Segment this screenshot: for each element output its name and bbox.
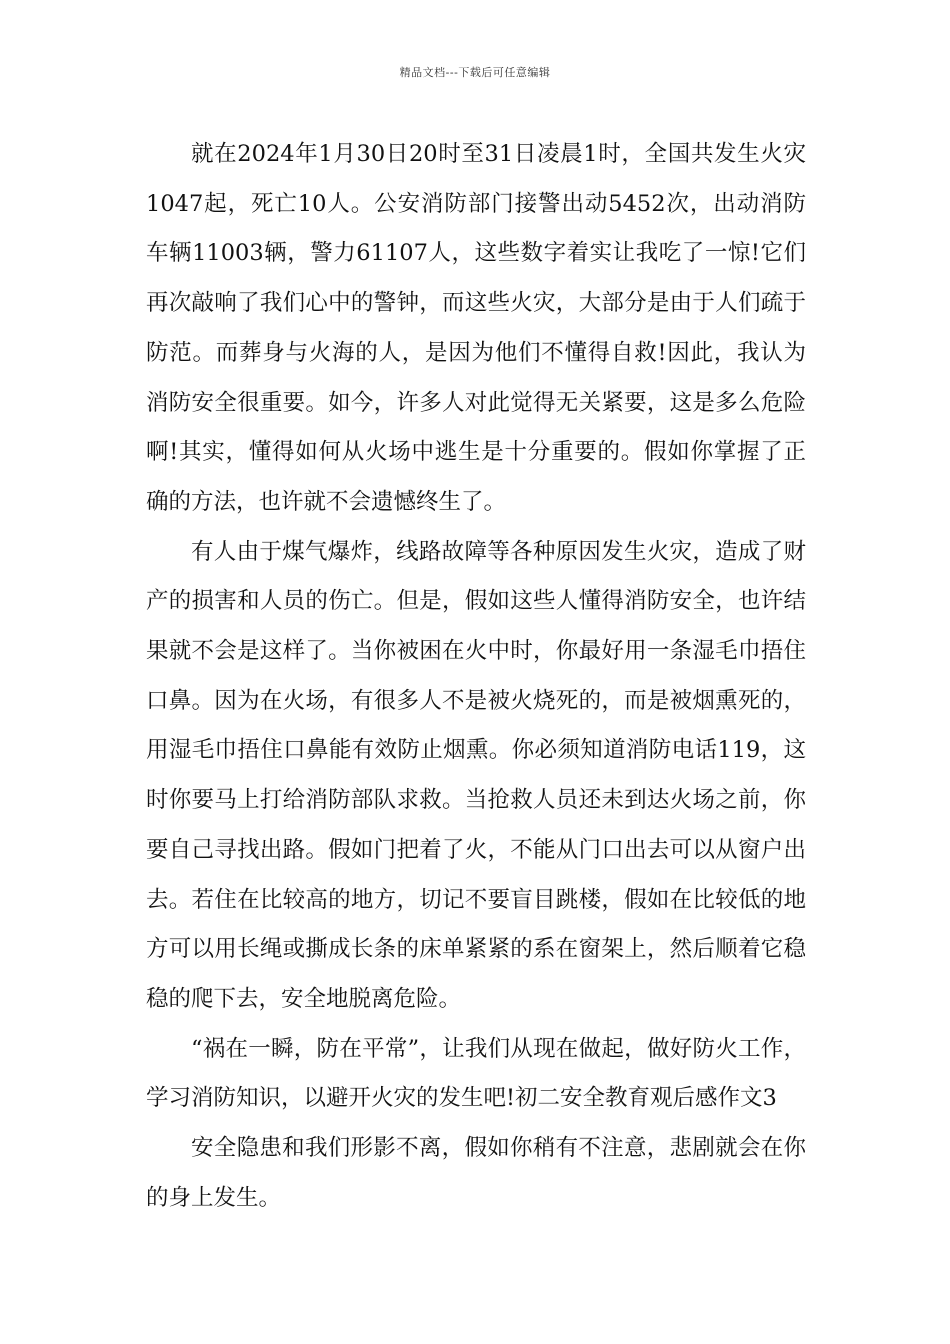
paragraph-escape-methods: 有人由于煤气爆炸，线路故障等各种原因发生火灾，造成了财产的损害和人员的伤亡。但是，假如这些人懂得消防安全，也许结果就不会是这样了。当你被困在火中时，你最好用一条湿毛巾捂住口鼻。因为在火场，有很多人不是被火烧死的，而是被烟熏死的，用湿毛巾捂住口鼻能有效防止烟熏。你必须知道消防电话119，这时你要马上打给消防部队求救。当抢救人员还未到达火场之前，你要自己寻找出路。假如门把着了火，不能从门口出去可以从窗户出去。若住在比较高的地方，切记不要盲目跳楼，假如在比较低的地方可以用长绳或撕成长条的床单紧紧的系在窗架上，然后顺着它稳稳的爬下去，安全地脱离危险。 <box>146 538 806 1012</box>
paragraph-fire-statistics: 就在2024年1月30日20时至31日凌晨1时，全国共发生火灾1047起，死亡10人。公安消防部门接警出动5452次，出动消防车辆11003辆，警力61107人，这些数字着实让我吃了一惊!它们再次敲响了我们心中的警钟，而这些火灾，大部分是由于人们疏于防范。而葬身与火海的人，是因为他们不懂得自救!因此，我认为消防安全很重要。如今，许多人对此觉得无关紧要，这是多么危险啊!其实，懂得如何从火场中逃生是十分重要的。假如你掌握了正确的方法，也许就不会遗憾终生了。 <box>146 141 806 515</box>
document-body <box>146 130 806 1223</box>
paragraph-call-to-action: “祸在一瞬，防在平常”，让我们从现在做起，做好防火工作，学习消防知识，以避开火灾的发生吧!初二安全教育观后感作文3 <box>146 1035 806 1112</box>
paragraph-safety-hazards: 安全隐患和我们形影不离，假如你稍有不注意，悲剧就会在你的身上发生。 <box>146 1135 806 1211</box>
page-header: 精品文档---下载后可任意编辑 <box>399 66 551 79</box>
